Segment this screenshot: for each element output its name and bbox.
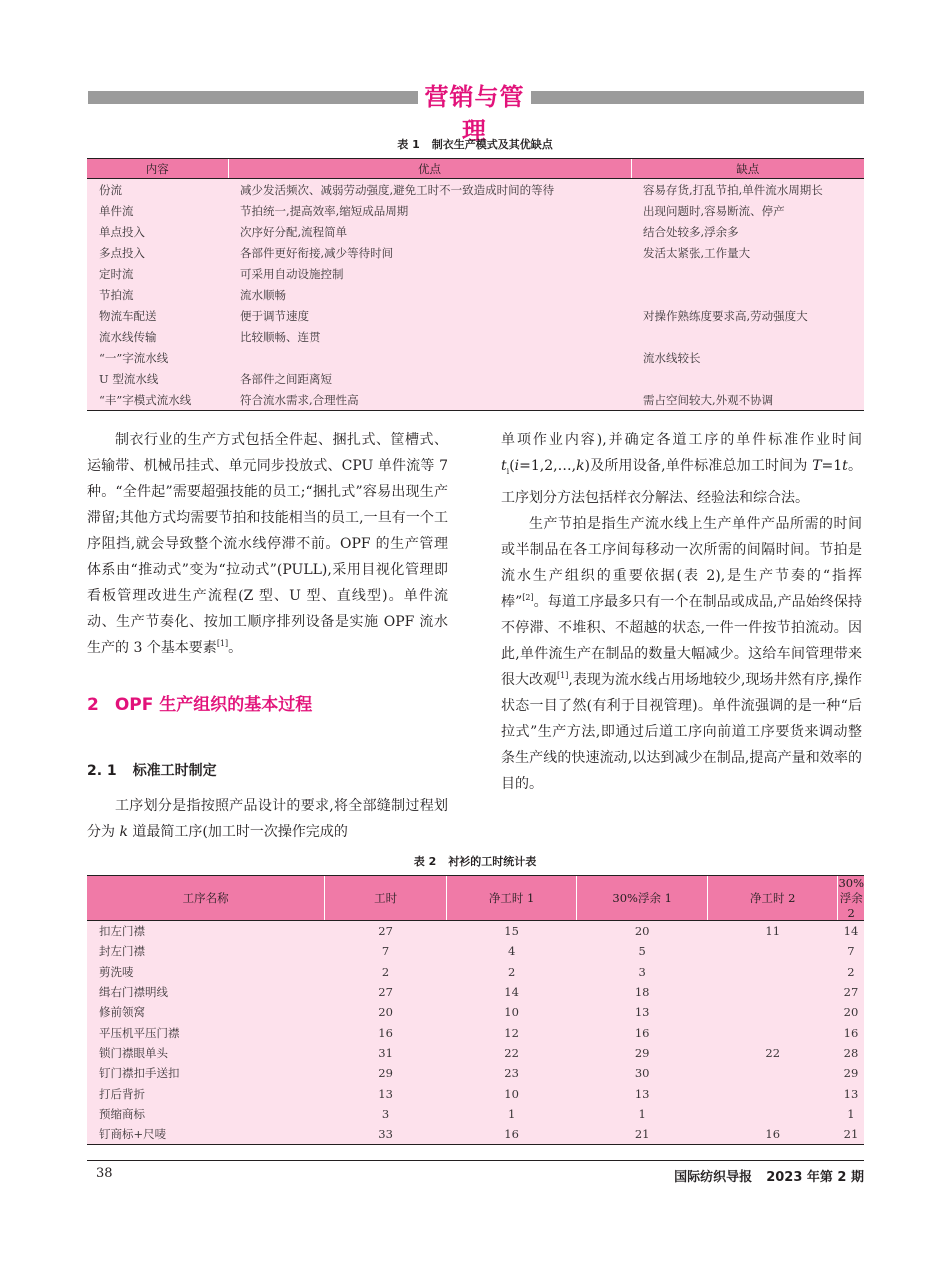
column-header: 净工时 2 — [708, 876, 838, 921]
table-row — [87, 221, 864, 242]
table-cell: 27 — [838, 982, 864, 1002]
table-cell: 16 — [577, 1022, 708, 1042]
table-cell: 18 — [577, 982, 708, 1002]
table-cell: 锁门襟眼单头 — [87, 1043, 325, 1063]
table-cell: 7 — [325, 941, 447, 961]
table-cell: 21 — [838, 1124, 864, 1145]
paragraph — [501, 511, 862, 797]
table-row — [87, 284, 864, 305]
table-cell: 1 — [446, 1104, 576, 1124]
paragraph-text: 单项作业内容),并确定各道工序的单件标准作业时间 — [501, 432, 862, 448]
table-cell: 2 — [446, 962, 576, 982]
math-var: t — [842, 458, 848, 474]
paragraph-text: =1 — [821, 458, 843, 474]
table2 — [87, 875, 864, 1145]
paragraph-text: 道最简工序(加工时一次操作完成的 — [127, 824, 348, 840]
table-cell: 10 — [446, 1083, 576, 1103]
table-row — [87, 179, 864, 201]
table-cell: 预缩商标 — [87, 1104, 325, 1124]
table-cell — [708, 1002, 838, 1022]
table-cell: 容易存货,打乱节拍,单件流水周期长 — [631, 179, 864, 201]
table-cell: 33 — [325, 1124, 447, 1145]
table-cell: 减少发活频次、减弱劳动强度,避免工时不一致造成时间的等待 — [228, 179, 631, 201]
right-column — [501, 427, 862, 797]
paragraph-text: =1,2,…, — [519, 458, 577, 474]
table-cell: 物流车配送 — [87, 305, 228, 326]
table-cell: 流水顺畅 — [228, 284, 631, 305]
section-title: OPF 生产组织的基本过程 — [114, 695, 313, 715]
table-cell: 定时流 — [87, 263, 228, 284]
subsection-heading — [87, 760, 217, 780]
journal-issue: 2023 年第 2 期 — [766, 1170, 864, 1185]
footer-rule — [87, 1160, 864, 1161]
table-row — [87, 200, 864, 221]
table-cell: 10 — [446, 1002, 576, 1022]
table-cell: 4 — [446, 941, 576, 961]
table1 — [87, 158, 864, 411]
column-header: 内容 — [87, 159, 228, 179]
table-cell: 28 — [838, 1043, 864, 1063]
left-column — [87, 427, 448, 661]
table-cell: 11 — [708, 921, 838, 942]
math-var: i — [514, 458, 520, 474]
table-row — [87, 305, 864, 326]
table-cell: 7 — [838, 941, 864, 961]
table-cell: 29 — [325, 1063, 447, 1083]
table-cell: 2 — [838, 962, 864, 982]
table-cell — [708, 1022, 838, 1042]
journal-name: 国际纺织导报 — [674, 1170, 753, 1185]
subsection-title: 标准工时制定 — [132, 763, 217, 779]
journal-info — [674, 1166, 864, 1185]
table-cell: 可采用自动设施控制 — [228, 263, 631, 284]
table-cell: 13 — [838, 1083, 864, 1103]
table-cell: 比较顺畅、连贯 — [228, 326, 631, 347]
table-cell: 符合流水需求,合理性高 — [228, 389, 631, 411]
table-cell: 12 — [446, 1022, 576, 1042]
left-column-lower — [87, 793, 448, 845]
table1-caption — [0, 136, 950, 152]
table-cell: 16 — [446, 1124, 576, 1145]
table-cell: 13 — [325, 1083, 447, 1103]
paragraph-text: ( — [509, 458, 515, 474]
table-cell: 20 — [838, 1002, 864, 1022]
table-cell: 13 — [577, 1002, 708, 1022]
table-cell: 3 — [325, 1104, 447, 1124]
table-row — [87, 326, 864, 347]
table1-title: 制衣生产模式及其优缺点 — [431, 138, 553, 151]
table-row — [87, 347, 864, 368]
table2-caption — [0, 853, 950, 869]
citation: [1] — [216, 639, 229, 648]
table-cell: 20 — [325, 1002, 447, 1022]
paragraph-text: 。每道工序最多只有一个在制品或成品,产品始终保持不停滞、不堆积、不超越的状态,一件一件按节拍流动。因此,单件流生产在制品的数量大幅减少。这给车间管理带来很大改观 — [501, 593, 862, 688]
table-cell: 2 — [325, 962, 447, 982]
table-cell: 需占空间较大,外观不协调 — [631, 389, 864, 411]
table-cell: 16 — [325, 1022, 447, 1042]
table-row — [87, 368, 864, 389]
table-cell: “丰”字模式流水线 — [87, 389, 228, 411]
table-row — [87, 982, 864, 1002]
table-cell: “一”字流水线 — [87, 347, 228, 368]
table-cell: 3 — [577, 962, 708, 982]
table-cell: 缉右门襟明线 — [87, 982, 325, 1002]
section-heading — [87, 690, 312, 715]
table-cell: 结合处较多,浮余多 — [631, 221, 864, 242]
table-row — [87, 1083, 864, 1103]
table-cell: 各部件更好衔接,减少等待时间 — [228, 242, 631, 263]
section-number: 2 — [87, 695, 99, 715]
paragraph-text: 工序划分是指按照产品设计的要求,将全部缝制过程划分为 — [87, 798, 448, 840]
table-cell: 1 — [838, 1104, 864, 1124]
table-row — [87, 263, 864, 284]
table-row — [87, 1022, 864, 1042]
header-rule-right — [531, 91, 864, 104]
paragraph-text: ,表现为流水线占用场地较少,现场井然有序,操作状态一目了然(有利于目视管理)。单件流强调的是一种“后拉式”生产方法,即通过后道工序向前道工序要货来调动整条生产线的快速流动,以达到减少在制品,提高产量和效率的目的。 — [501, 671, 862, 792]
table-cell: 14 — [446, 982, 576, 1002]
math-var: k — [576, 458, 585, 474]
table-row — [87, 1104, 864, 1124]
math-var: k — [119, 824, 128, 840]
table-cell: 次序好分配,流程简单 — [228, 221, 631, 242]
citation: [1] — [557, 670, 569, 680]
table-cell: 31 — [325, 1043, 447, 1063]
table-cell: 15 — [446, 921, 576, 942]
table-row — [87, 941, 864, 961]
math-var: t — [501, 458, 507, 474]
table-cell — [228, 347, 631, 368]
table-cell: 单件流 — [87, 200, 228, 221]
column-header: 净工时 1 — [446, 876, 576, 921]
table-cell: U 型流水线 — [87, 368, 228, 389]
table-row — [87, 962, 864, 982]
table-cell — [631, 326, 864, 347]
table-cell — [708, 1104, 838, 1124]
table-cell — [708, 1083, 838, 1103]
table-cell — [631, 368, 864, 389]
paragraph — [87, 427, 448, 661]
table-cell: 21 — [577, 1124, 708, 1145]
citation: [2] — [522, 592, 534, 602]
table-cell: 23 — [446, 1063, 576, 1083]
table-row — [87, 1124, 864, 1145]
table-cell: 钉商标+尺唛 — [87, 1124, 325, 1145]
table-cell: 5 — [577, 941, 708, 961]
table-cell: 发活太紧张,工作量大 — [631, 242, 864, 263]
table-row — [87, 242, 864, 263]
table-cell: 20 — [577, 921, 708, 942]
table-cell — [631, 263, 864, 284]
table-row — [87, 389, 864, 411]
table-cell — [708, 982, 838, 1002]
table-cell — [708, 962, 838, 982]
paragraph-text: 。工序划分方法包括样衣分解法、经验法和综合法。 — [501, 458, 862, 506]
column-header: 工序名称 — [87, 876, 325, 921]
table-cell: 1 — [577, 1104, 708, 1124]
table-cell: 扣左门襟 — [87, 921, 325, 942]
table-cell: 27 — [325, 921, 447, 942]
table-cell: 封左门襟 — [87, 941, 325, 961]
table-cell: 16 — [708, 1124, 838, 1145]
header-rule-left — [88, 91, 418, 104]
table-cell: 节拍流 — [87, 284, 228, 305]
paragraph-text: 生产节拍是指生产流水线上生产单件产品所需的时间或半制品在各工序间每移动一次所需的间隔时间。节拍是流水生产组织的重要依据(表 2),是生产节奏的“指挥棒” — [501, 515, 862, 610]
column-header: 优点 — [228, 159, 631, 179]
table-cell: 对操作熟练度要求高,劳动强度大 — [631, 305, 864, 326]
table-cell: 流水线传输 — [87, 326, 228, 347]
paragraph — [501, 427, 862, 511]
column-header: 30%浮余 2 — [838, 876, 864, 920]
table-cell: 出现问题时,容易断流、停产 — [631, 200, 864, 221]
table-cell: 剪洗唛 — [87, 962, 325, 982]
table-cell: 29 — [577, 1043, 708, 1063]
page-number: 38 — [96, 1166, 113, 1181]
table-row — [87, 921, 864, 942]
table-cell: 22 — [446, 1043, 576, 1063]
table-cell: 29 — [838, 1063, 864, 1083]
table-cell — [631, 284, 864, 305]
table-cell: 流水线较长 — [631, 347, 864, 368]
table-row — [87, 1002, 864, 1022]
subsection-number: 2. 1 — [87, 763, 117, 779]
table-cell: 14 — [838, 921, 864, 942]
table-cell: 修前领窝 — [87, 1002, 325, 1022]
paragraph-text: )及所用设备,单件标准总加工时间为 — [584, 458, 813, 474]
table-cell — [708, 1063, 838, 1083]
table-row — [87, 1043, 864, 1063]
table-cell: 各部件之间距离短 — [228, 368, 631, 389]
column-header: 30%浮余 1 — [577, 876, 708, 921]
table-row — [87, 1063, 864, 1083]
table-cell: 16 — [838, 1022, 864, 1042]
table-cell: 钉门襟扣手送扣 — [87, 1063, 325, 1083]
table-cell: 节拍统一,提高效率,缩短成品周期 — [228, 200, 631, 221]
table-cell — [708, 941, 838, 961]
table2-number: 表 2 — [413, 855, 437, 868]
paragraph-text: 。 — [228, 640, 243, 656]
table-cell: 平压机平压门襟 — [87, 1022, 325, 1042]
section-tag: 营销与管理 — [424, 83, 525, 145]
table-cell: 27 — [325, 982, 447, 1002]
math-var: T — [812, 458, 822, 474]
paragraph — [87, 793, 448, 845]
table-cell: 单点投入 — [87, 221, 228, 242]
table1-number: 表 1 — [397, 138, 420, 151]
table-cell: 多点投入 — [87, 242, 228, 263]
column-header: 工时 — [325, 876, 447, 921]
math-sub: i — [506, 466, 510, 476]
table-cell: 13 — [577, 1083, 708, 1103]
table2-title: 衬衫的工时统计表 — [448, 855, 537, 868]
paragraph-text: 制衣行业的生产方式包括全件起、捆扎式、筐槽式、运输带、机械吊挂式、单元同步投放式、CPU 单件流等 7 种。“全件起”需要超强技能的员工;“捆扎式”容易出现生产滞留;其他方式均需要节拍和技能相当的员工,一旦有一个工序阻挡,就会导致整个流水线停滞不前。OPF 的生产管理体系由“推动式”变为“拉动式”(PULL),采用目视化管理即看板管理改进生产流程(Z 型、U 型、直线型)。单件流动、生产节奏化、按加工顺序排列设备是实施 OPF 流水生产的 3 个基本要素 — [87, 432, 448, 656]
table-cell: 30 — [577, 1063, 708, 1083]
column-header: 缺点 — [631, 159, 864, 179]
table-cell: 22 — [708, 1043, 838, 1063]
table-cell: 打后背折 — [87, 1083, 325, 1103]
table-cell: 便于调节速度 — [228, 305, 631, 326]
table-cell: 份流 — [87, 179, 228, 201]
